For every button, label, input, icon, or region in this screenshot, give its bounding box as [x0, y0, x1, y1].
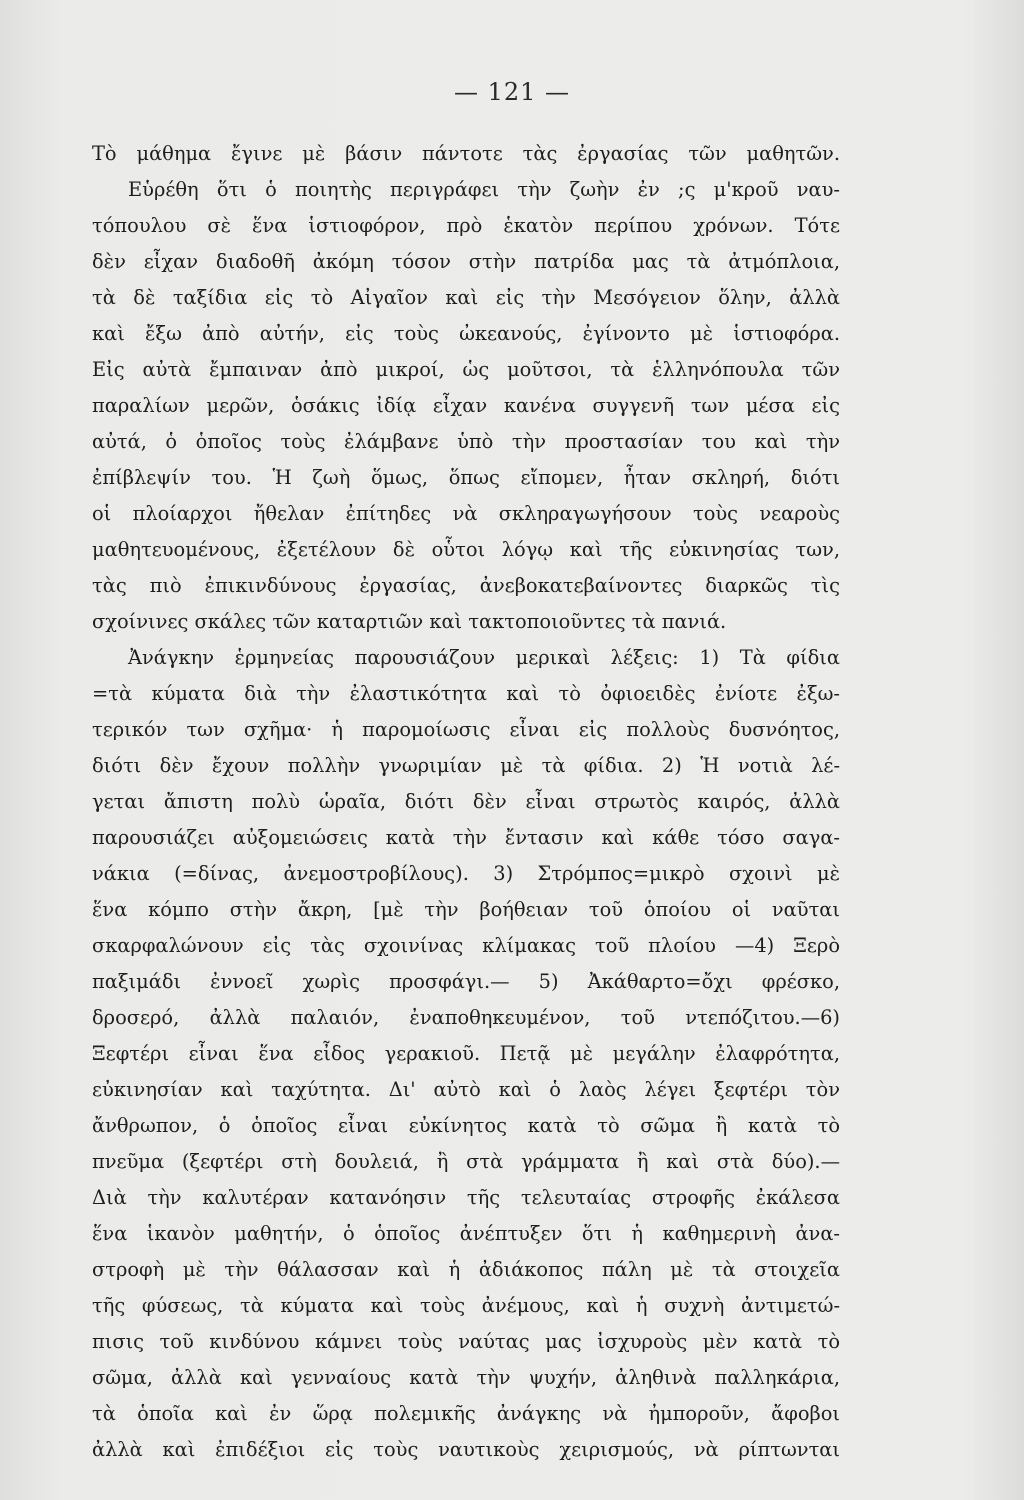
text-line: ἕνα κόμπο στὴν ἄκρη, [μὲ τὴν βοήθειαν τοῦ ὁποίου οἱ ναῦται: [92, 898, 840, 921]
text-line: παρουσιάζει αὐξομειώσεις κατὰ τὴν ἔντασιν καὶ κάθε τόσο σαγα-: [92, 826, 840, 849]
text-line: Εὑρέθη ὅτι ὁ ποιητὴς περιγράφει τὴν ζωὴν ἐν ;ς μ'κροῦ ναυ-: [128, 178, 840, 201]
text-line: αὐτά, ὁ ὁποῖος τοὺς ἐλάμβανε ὑπὸ τὴν προστασίαν του καὶ τὴν: [92, 430, 840, 453]
text-line: Εἰς αὐτὰ ἔμπαιναν ἀπὸ μικροί, ὡς μοῦτσοι, τὰ ἑλληνόπουλα τῶν: [92, 358, 840, 381]
text-line: σκαρφαλώνουν εἰς τὰς σχοινίνας κλίμακας τοῦ πλοίου —4) Ξερὸ: [92, 934, 840, 957]
text-line: Τὸ μάθημα ἔγινε μὲ βάσιν πάντοτε τὰς ἐργασίας τῶν μαθητῶν.: [92, 142, 840, 165]
text-line: δροσερό, ἀλλὰ παλαιόν, ἐναποθηκευμένον, τοῦ ντεπόζιτου.—6): [92, 1006, 840, 1029]
text-line: πνεῦμα (ξεφτέρι στὴ δουλειά, ἢ στὰ γράμματα ἢ καὶ στὰ δύο).—: [92, 1150, 840, 1173]
text-line: Ἀνάγκην ἑρμηνείας παρουσιάζουν μερικαὶ λέξεις: 1) Τὰ φίδια: [128, 646, 840, 669]
text-line: τὰ ὁποῖα καὶ ἐν ὥρᾳ πολεμικῆς ἀνάγκης νὰ ἠμποροῦν, ἄφοβοι: [92, 1402, 840, 1425]
text-line: τόπουλου σὲ ἕνα ἱστιοφόρον, πρὸ ἑκατὸν περίπου χρόνων. Τότε: [92, 214, 840, 237]
text-line: τὰς πιὸ ἐπικινδύνους ἐργασίας, ἀνεβοκατεβαίνοντες διαρκῶς τὶς: [92, 574, 840, 597]
text-line: τὰ δὲ ταξίδια εἰς τὸ Αἰγαῖον καὶ εἰς τὴν Μεσόγειον ὅλην, ἀλλὰ: [92, 286, 840, 309]
text-line: δὲν εἶχαν διαδοθῆ ἀκόμη τόσον στὴν πατρίδα μας τὰ ἀτμόπλοια,: [92, 250, 840, 273]
text-line: ἀλλὰ καὶ ἐπιδέξιοι εἰς τοὺς ναυτικοὺς χειρισμούς, νὰ ρίπτωνται: [92, 1438, 840, 1461]
text-line: τερικόν των σχῆμα· ἡ παρομοίωσις εἶναι εἰς πολλοὺς δυσνόητος,: [92, 718, 840, 741]
text-line: τῆς φύσεως, τὰ κύματα καὶ τοὺς ἀνέμους, καὶ ἡ συχνὴ ἀντιμετώ-: [92, 1294, 840, 1317]
text-line: =τὰ κύματα διὰ τὴν ἐλαστικότητα καὶ τὸ ὀφιοειδὲς ἐνίοτε ἐξω-: [92, 682, 840, 705]
text-line: ἕνα ἱκανὸν μαθητήν, ὁ ὁποῖος ἀνέπτυξεν ὅτι ἡ καθημερινὴ ἀνα-: [92, 1222, 840, 1245]
text-line: μαθητευομένους, ἐξετέλουν δὲ οὗτοι λόγῳ καὶ τῆς εὐκινησίας των,: [92, 538, 840, 561]
text-line: παξιμάδι ἐννοεῖ χωρὶς προσφάγι.— 5) Ἀκάθαρτο=ὄχι φρέσκο,: [92, 970, 840, 993]
text-line: γεται ἄπιστη πολὺ ὡραῖα, διότι δὲν εἶναι στρωτὸς καιρός, ἀλλὰ: [92, 790, 840, 813]
text-line: ἄνθρωπον, ὁ ὁποῖος εἶναι εὐκίνητος κατὰ τὸ σῶμα ἢ κατὰ τὸ: [92, 1114, 840, 1137]
text-line: εὐκινησίαν καὶ ταχύτητα. Δι' αὐτὸ καὶ ὁ λαὸς λέγει ξεφτέρι τὸν: [92, 1078, 840, 1101]
text-line: Διὰ τὴν καλυτέραν κατανόησιν τῆς τελευταίας στροφῆς ἐκάλεσα: [92, 1186, 840, 1209]
text-line: καὶ ἔξω ἀπὸ αὐτήν, εἰς τοὺς ὠκεανούς, ἐγίνοντο μὲ ἱστιοφόρα.: [92, 322, 840, 345]
text-line: παραλίων μερῶν, ὁσάκις ἰδίᾳ εἶχαν κανένα συγγενῆ των μέσα εἰς: [92, 394, 840, 417]
text-line: νάκια (=δίνας, ἀνεμοστροβίλους). 3) Στρόμπος=μικρὸ σχοινὶ μὲ: [92, 862, 840, 885]
page-number: — 121 —: [453, 78, 571, 106]
text-line: σῶμα, ἀλλὰ καὶ γενναίους κατὰ τὴν ψυχήν, ἀληθινὰ παλληκάρια,: [92, 1366, 840, 1389]
text-line: στροφὴ μὲ τὴν θάλασσαν καὶ ἡ ἀδιάκοπος πάλη μὲ τὰ στοιχεῖα: [92, 1258, 840, 1281]
body-text: [92, 136, 840, 1468]
text-line: διότι δὲν ἔχουν πολλὴν γνωριμίαν μὲ τὰ φίδια. 2) Ἡ νοτιὰ λέ-: [92, 754, 840, 777]
text-line: πισις τοῦ κινδύνου κάμνει τοὺς ναύτας μας ἰσχυροὺς μὲν κατὰ τὸ: [92, 1330, 840, 1353]
text-line: Ξεφτέρι εἶναι ἕνα εἶδος γερακιοῦ. Πετᾷ μὲ μεγάλην ἐλαφρότητα,: [92, 1042, 840, 1065]
text-line: ἐπίβλεψίν του. Ἡ ζωὴ ὅμως, ὅπως εἴπομεν, ἦταν σκληρή, διότι: [92, 466, 840, 489]
text-line: σχοίνινες σκάλες τῶν καταρτιῶν καὶ τακτοποιοῦντες τὰ πανιά.: [92, 610, 727, 633]
text-line: οἱ πλοίαρχοι ἤθελαν ἐπίτηδες νὰ σκληραγωγήσουν τοὺς νεαροὺς: [92, 502, 840, 525]
